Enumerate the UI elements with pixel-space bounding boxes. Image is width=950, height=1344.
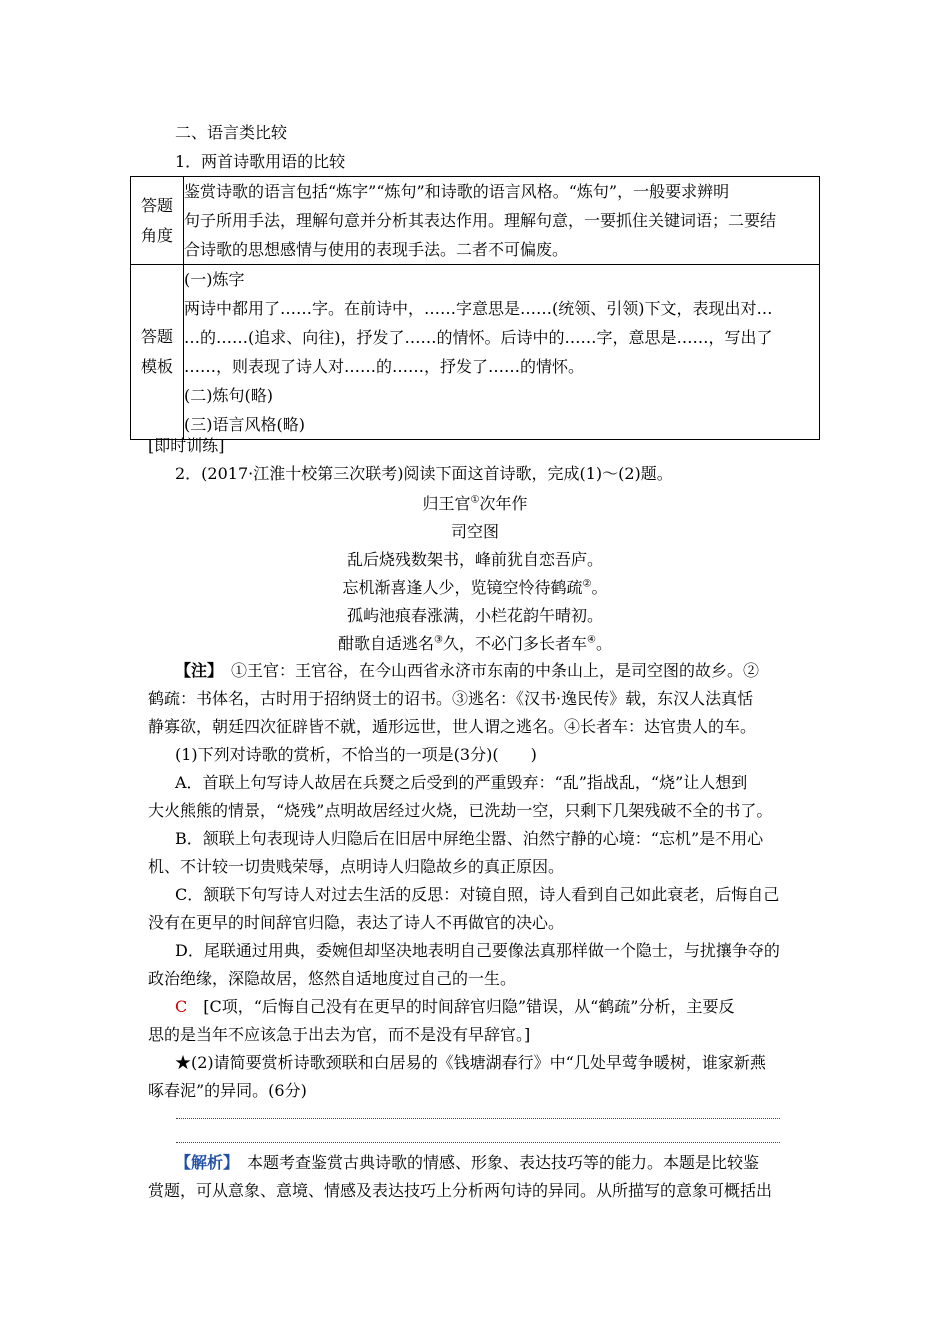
- q1-option-b-cont: 机、不计较一切贵贱荣辱，点明诗人归隐故乡的真正原因。: [148, 857, 565, 876]
- table-cell-angle: [184, 177, 820, 265]
- cell-line: (三)语言风格(略): [184, 415, 305, 434]
- poem-line-rest: 。: [591, 578, 608, 597]
- poem-title-suffix: 次年作: [479, 494, 528, 513]
- q1-answer-cont: 思的是当年不应该急于出去为官，而不是没有早辞官。]: [148, 1025, 531, 1044]
- q1-option-a: A．首联上句写诗人故居在兵燹之后受到的严重毁弃：“乱”指战乱，“烧”让人想到: [175, 773, 748, 792]
- q1-option-c: C．颔联下句写诗人对过去生活的反思：对镜自照，诗人看到自己如此衰老，后悔自己: [175, 885, 780, 904]
- header-line: 答题: [140, 195, 173, 215]
- poem-line-text: 孤屿池痕春涨满，小栏花韵午晴初。: [346, 606, 603, 625]
- table-header-template: [131, 265, 184, 440]
- q1-option-a-cont: 大火熊熊的情景，“烧残”点明故居经过火烧，已洗劫一空，只剩下几架残破不全的书了。: [148, 801, 773, 820]
- answer-blank-line: [176, 1118, 780, 1119]
- q1-option-b: B．颔联上句表现诗人归隐后在旧居中屏绝尘嚣、泊然宁静的心境：“忘机”是不用心: [175, 829, 764, 848]
- answer-text: [C项，“后悔自己没有在更早的时间辞官归隐”错误，从“鹤疏”分析，主要反: [203, 997, 735, 1016]
- q1-option-d: D．尾联通过用典，委婉但却坚决地表明自己要像法真那样做一个隐士，与扰攘争夺的: [175, 941, 780, 960]
- analysis-line: 赏题，可从意象、意境、情感及表达技巧上分析两句诗的异同。从所描写的意象可概括出: [148, 1181, 773, 1200]
- table-row-template: [131, 265, 820, 440]
- q1-stem: (1)下列对诗歌的赏析，不恰当的一项是(3分)( ): [175, 745, 537, 764]
- answer-blank-line: [176, 1142, 780, 1143]
- q1-option-d-cont: 政治绝缘，深隐故居，悠然自适地度过自己的一生。: [148, 969, 517, 988]
- poem-line-text: 忘机渐喜逢人少，览镜空怜待鹤疏: [342, 578, 583, 597]
- header-line: 角度: [140, 225, 173, 245]
- poem-line-text: 乱后烧残数架书，峰前犹自恋吾庐。: [346, 550, 603, 569]
- cell-line: 两诗中都用了……字。在前诗中，……字意思是……(统领、引领)下文，表现出对…: [184, 299, 773, 318]
- section-title: 二、语言类比较: [175, 123, 288, 142]
- analysis-line: [175, 1153, 759, 1173]
- question-intro: 2．(2017·江淮十校第三次联考)阅读下面这首诗歌，完成(1)～(2)题。: [175, 464, 673, 483]
- notes-line: [175, 661, 759, 681]
- q1-option-c-cont: 没有在更早的时间辞官归隐，表达了诗人不再做官的决心。: [148, 913, 565, 932]
- poem-line: [130, 578, 820, 598]
- answer-method-table: [130, 176, 820, 440]
- q1-answer: [175, 997, 734, 1017]
- cell-line: 句子所用手法，理解句意并分析其表达作用。理解句意，一要抓住关键词语；二要结: [184, 211, 777, 230]
- table-row-angle: [131, 177, 820, 265]
- poem-line: [130, 606, 820, 626]
- practice-label: [即时训练]: [148, 436, 225, 455]
- subsection-title: 1．两首诗歌用语的比较: [175, 152, 346, 171]
- notes-text: ①王官：王官谷，在今山西省永济市东南的中条山上，是司空图的故乡。②: [231, 661, 760, 680]
- poem-line-text: 酣歌自适逃名: [338, 634, 435, 653]
- poem-title: [130, 494, 820, 514]
- header-line: 答题: [140, 327, 173, 346]
- footnote-mark: ①: [470, 494, 480, 506]
- analysis-label: 【解析】: [175, 1153, 232, 1172]
- cell-line: …的……(追求、向往)，抒发了……的情怀。后诗中的……字，意思是……，写出了: [184, 328, 773, 347]
- poem-line: [130, 634, 820, 654]
- table-header-angle: [131, 177, 184, 265]
- poem-line-rest: 。: [595, 634, 612, 653]
- analysis-text: 本题考查鉴赏古典诗歌的情感、形象、表达技巧等的能力。本题是比较鉴: [247, 1153, 760, 1172]
- notes-line: 鹤疏：书体名，古时用于招纳贤士的诏书。③逃名：《汉书·逸民传》载，东汉人法真恬: [148, 689, 754, 708]
- answer-letter: C: [175, 997, 188, 1016]
- footnote-mark: ④: [587, 634, 596, 646]
- q2-stem-cont: 啄春泥”的异同。(6分): [148, 1081, 307, 1100]
- table-cell-template: [184, 265, 820, 440]
- cell-line: (一)炼字: [184, 270, 245, 289]
- q2-stem: ★(2)请简要赏析诗歌颈联和白居易的《钱塘湖春行》中“几处早莺争暖树，谁家新燕: [175, 1053, 766, 1072]
- notes-line: 静寡欲，朝廷四次征辟皆不就，遁形远世，世人谓之逃名。④长者车：达官贵人的车。: [148, 717, 757, 736]
- footnote-mark: ②: [582, 578, 592, 590]
- header-line: 模板: [140, 357, 173, 376]
- poem-line-rest: 久，不必门多长者车: [442, 634, 587, 653]
- cell-line: 合诗歌的思想感情与使用的表现手法。二者不可偏废。: [184, 240, 569, 259]
- cell-line: (二)炼句(略): [184, 386, 273, 405]
- notes-label: 【注】: [175, 661, 216, 680]
- cell-line: ……，则表现了诗人对……的……，抒发了……的情怀。: [184, 357, 585, 376]
- poem-title-text: 归王官: [422, 494, 471, 513]
- poem-line: [130, 550, 820, 570]
- footnote-mark: ③: [434, 634, 443, 646]
- poem-author: 司空图: [450, 522, 499, 541]
- cell-line: 鉴赏诗歌的语言包括“炼字”“炼句”和诗歌的语言风格。“炼句”，一般要求辨明: [184, 182, 730, 201]
